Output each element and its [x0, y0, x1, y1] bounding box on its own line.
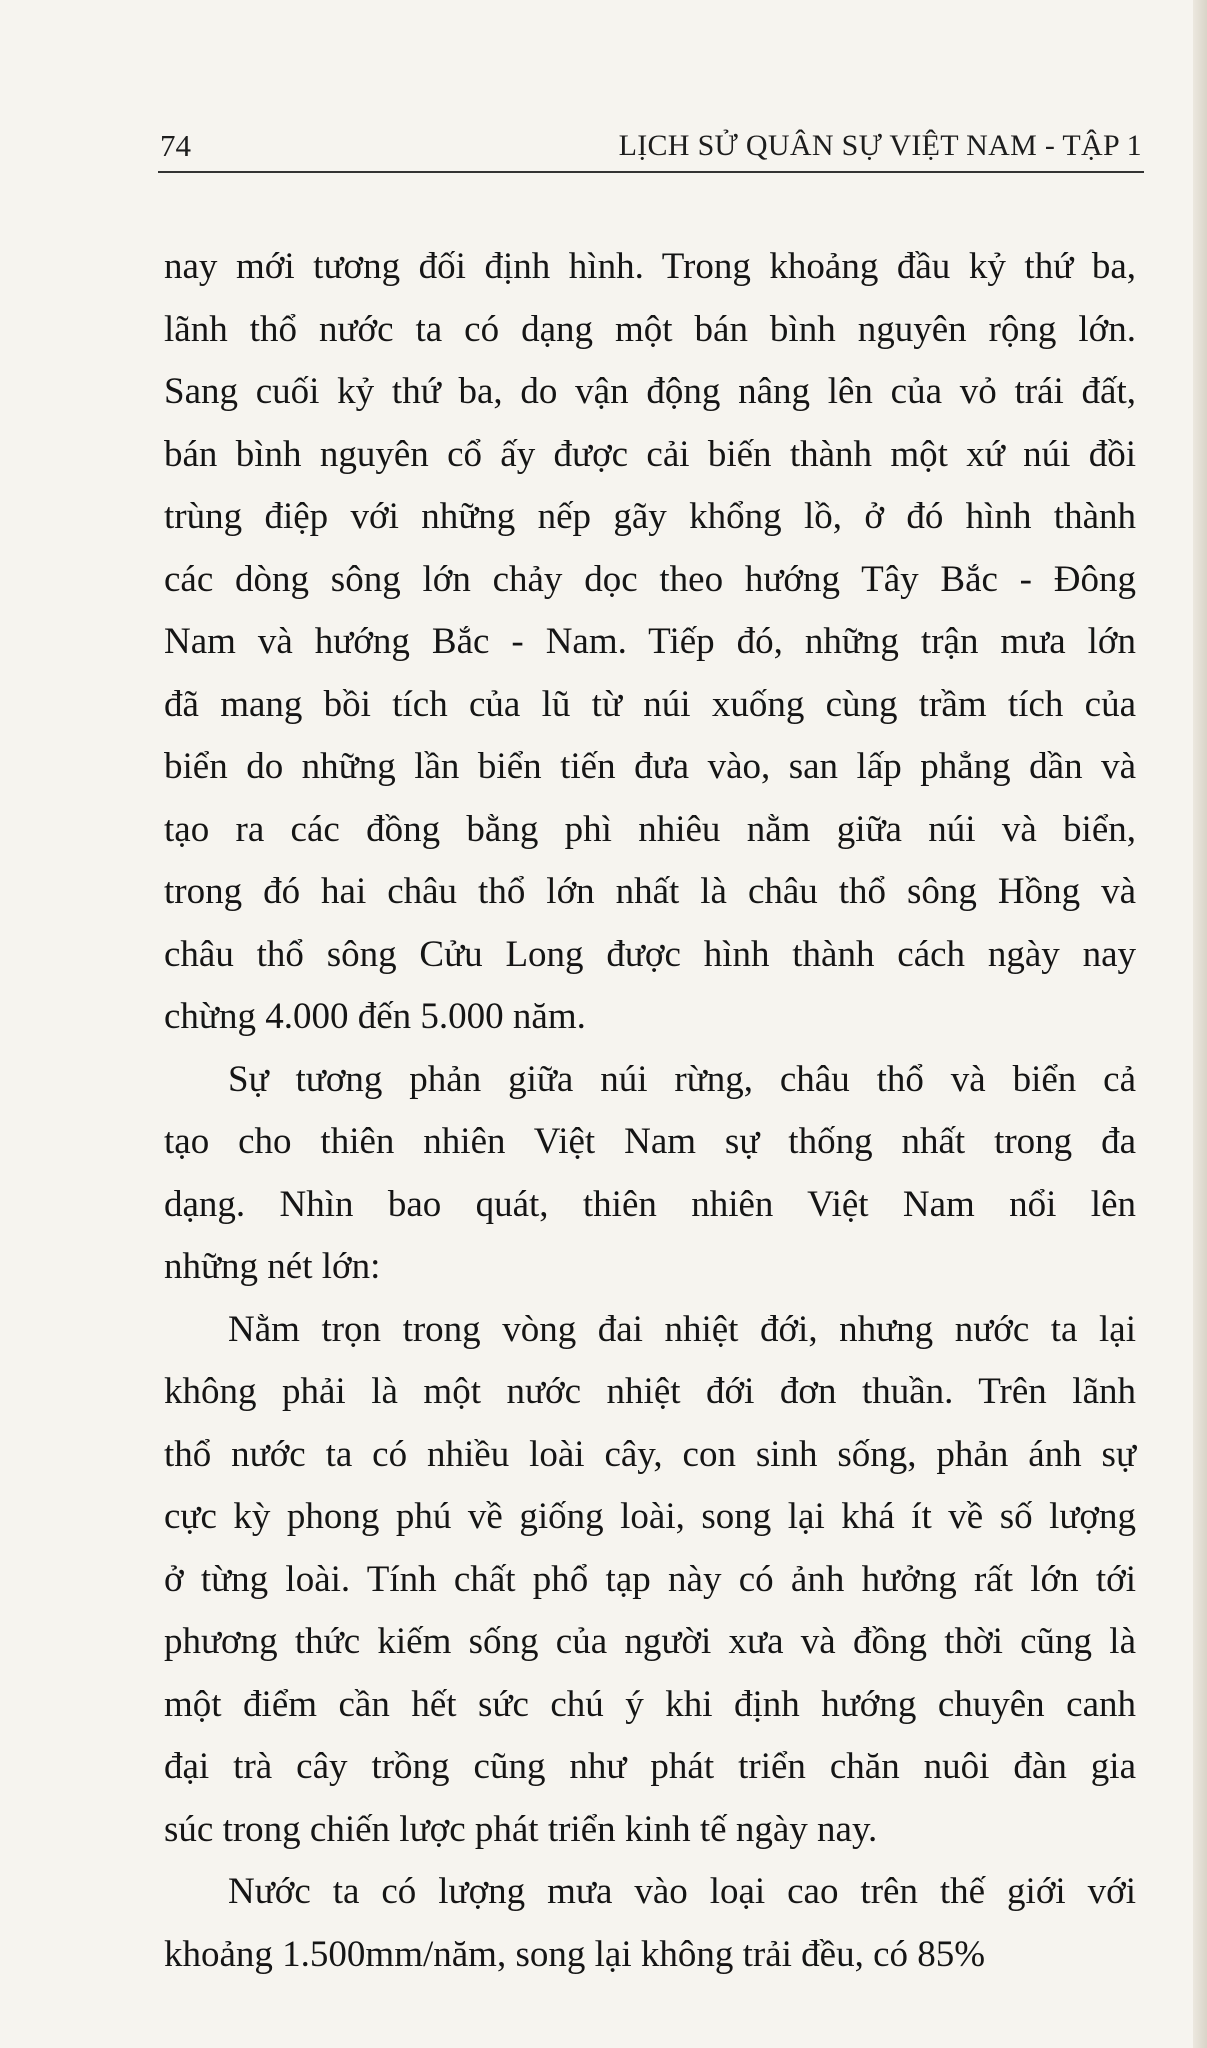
body-text: [164, 236, 1136, 1986]
text-line: Nước ta có lượng mưa vào loại cao trên thế giới với: [228, 1871, 1136, 1912]
text-line: tạo ra các đồng bằng phì nhiêu nằm giữa núi và biển,: [164, 808, 1136, 850]
paragraph: [164, 1299, 1136, 1862]
text-line: lãnh thổ nước ta có dạng một bán bình nguyên rộng lớn.: [164, 308, 1136, 350]
text-line: Nằm trọn trong vòng đai nhiệt đới, nhưng nước ta lại: [228, 1308, 1136, 1350]
text-line: trùng điệp với những nếp gãy khổng lồ, ở đó hình thành: [164, 496, 1136, 537]
text-line: một điểm cần hết sức chú ý khi định hướng chuyên canh: [164, 1683, 1136, 1725]
page-number: 74: [160, 128, 191, 163]
text-line: biển do những lần biển tiến đưa vào, san lấp phẳng dần và: [164, 746, 1136, 787]
text-line: súc trong chiến lược phát triển kinh tế ngày nay.: [164, 1808, 878, 1850]
text-line: Nam và hướng Bắc - Nam. Tiếp đó, những trận mưa lớn: [164, 621, 1136, 662]
text-line: Sự tương phản giữa núi rừng, châu thổ và biển cả: [228, 1058, 1136, 1100]
text-line: thổ nước ta có nhiều loài cây, con sinh sống, phản ánh sự: [164, 1433, 1136, 1475]
text-line: chừng 4.000 đến 5.000 năm.: [164, 996, 586, 1037]
text-line: không phải là một nước nhiệt đới đơn thuần. Trên lãnh: [164, 1371, 1136, 1412]
text-line: đã mang bồi tích của lũ từ núi xuống cùng trầm tích của: [164, 683, 1136, 725]
text-line: Sang cuối kỷ thứ ba, do vận động nâng lên của vỏ trái đất,: [164, 371, 1136, 412]
paragraph: [164, 1049, 1136, 1299]
text-line: khoảng 1.500mm/năm, song lại không trải đều, có 85%: [164, 1933, 986, 1975]
paragraph: [164, 236, 1136, 1049]
header-rule: [158, 171, 1144, 173]
text-line: ở từng loài. Tính chất phổ tạp này có ảnh hưởng rất lớn tới: [164, 1558, 1136, 1600]
text-line: nay mới tương đối định hình. Trong khoảng đầu kỷ thứ ba,: [164, 246, 1136, 287]
page-edge: [1193, 0, 1207, 2048]
text-line: dạng. Nhìn bao quát, thiên nhiên Việt Nam nổi lên: [164, 1183, 1136, 1225]
text-line: những nét lớn:: [164, 1246, 381, 1287]
text-line: châu thổ sông Cửu Long được hình thành cách ngày nay: [164, 933, 1136, 975]
text-line: tạo cho thiên nhiên Việt Nam sự thống nhất trong đa: [164, 1121, 1136, 1162]
text-line: các dòng sông lớn chảy dọc theo hướng Tây Bắc - Đông: [164, 558, 1136, 600]
paragraph: [164, 1861, 1136, 1986]
page-header: [160, 126, 1142, 172]
text-line: cực kỳ phong phú về giống loài, song lại khá ít về số lượng: [164, 1496, 1136, 1537]
text-line: đại trà cây trồng cũng như phát triển chăn nuôi đàn gia: [164, 1746, 1136, 1787]
text-line: phương thức kiếm sống của người xưa và đồng thời cũng là: [164, 1621, 1136, 1662]
text-line: bán bình nguyên cổ ấy được cải biến thành một xứ núi đồi: [164, 433, 1136, 475]
text-line: trong đó hai châu thổ lớn nhất là châu thổ sông Hồng và: [164, 871, 1136, 912]
running-title: LỊCH SỬ QUÂN SỰ VIỆT NAM - TẬP 1: [618, 129, 1142, 162]
